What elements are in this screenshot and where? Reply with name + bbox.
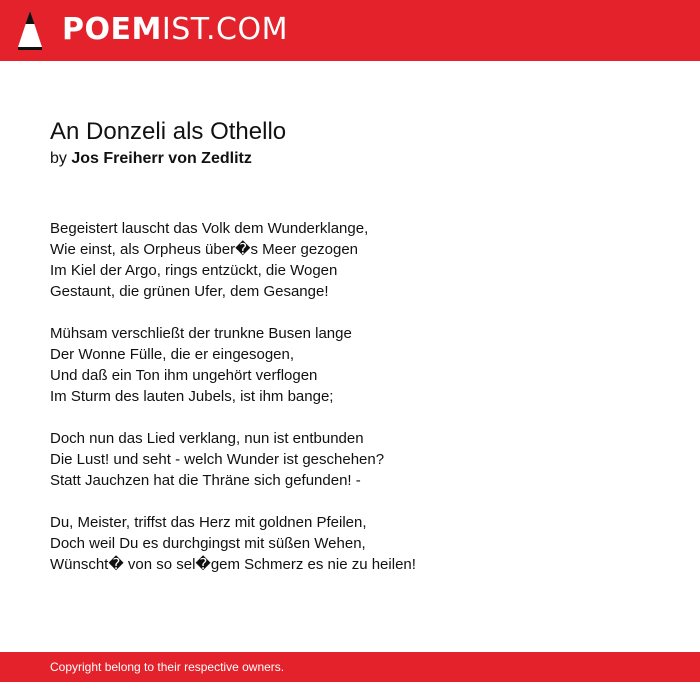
poem-line: Der Wonne Fülle, die er eingesogen, <box>50 346 295 363</box>
poem-line: Doch nun das Lied verklang, nun ist entbunden <box>50 430 364 447</box>
poem-body <box>50 218 416 596</box>
poem-line: Mühsam verschließt der trunkne Busen lange <box>50 325 352 342</box>
pencil-tip-icon[interactable] <box>17 9 43 51</box>
poem-line: Wünscht� von so sel�gem Schmerz es nie zu heilen! <box>50 556 416 573</box>
poem-line: Gestaunt, die grünen Ufer, dem Gesange! <box>50 283 329 300</box>
poem-line: Und daß ein Ton ihm ungehört verflogen <box>50 367 318 384</box>
poem-line: Statt Jauchzen hat die Thräne sich gefunden! - <box>50 472 361 489</box>
poem-line: Du, Meister, triffst das Herz mit goldnen Pfeilen, <box>50 514 367 531</box>
poem-line: Wie einst, als Orpheus über�s Meer gezogen <box>50 241 359 258</box>
copyright-text: Copyright belong to their respective owners. <box>50 660 285 674</box>
by-prefix: by <box>50 150 67 167</box>
stanza <box>50 428 416 491</box>
stanza <box>50 323 416 407</box>
poem-line: Im Sturm des lauten Jubels, ist ihm bange; <box>50 388 334 405</box>
site-footer <box>0 652 700 682</box>
logo-light-text: IST.COM <box>161 12 288 47</box>
site-header <box>0 0 700 61</box>
poem-line: Doch weil Du es durchgingst mit süßen Wehen, <box>50 535 366 552</box>
poem-title: An Donzeli als Othello <box>50 118 287 145</box>
stanza <box>50 218 416 302</box>
byline <box>50 148 252 170</box>
logo-bold-text: POEM <box>62 12 162 47</box>
poem-line: Im Kiel der Argo, rings entzückt, die Wogen <box>50 262 338 279</box>
stanza <box>50 512 416 575</box>
poem-line: Begeistert lauscht das Volk dem Wunderklange, <box>50 220 369 237</box>
site-logo[interactable] <box>62 12 288 48</box>
poem-line: Die Lust! und seht - welch Wunder ist geschehen? <box>50 451 385 468</box>
author-name: Jos Freiherr von Zedlitz <box>71 150 252 167</box>
